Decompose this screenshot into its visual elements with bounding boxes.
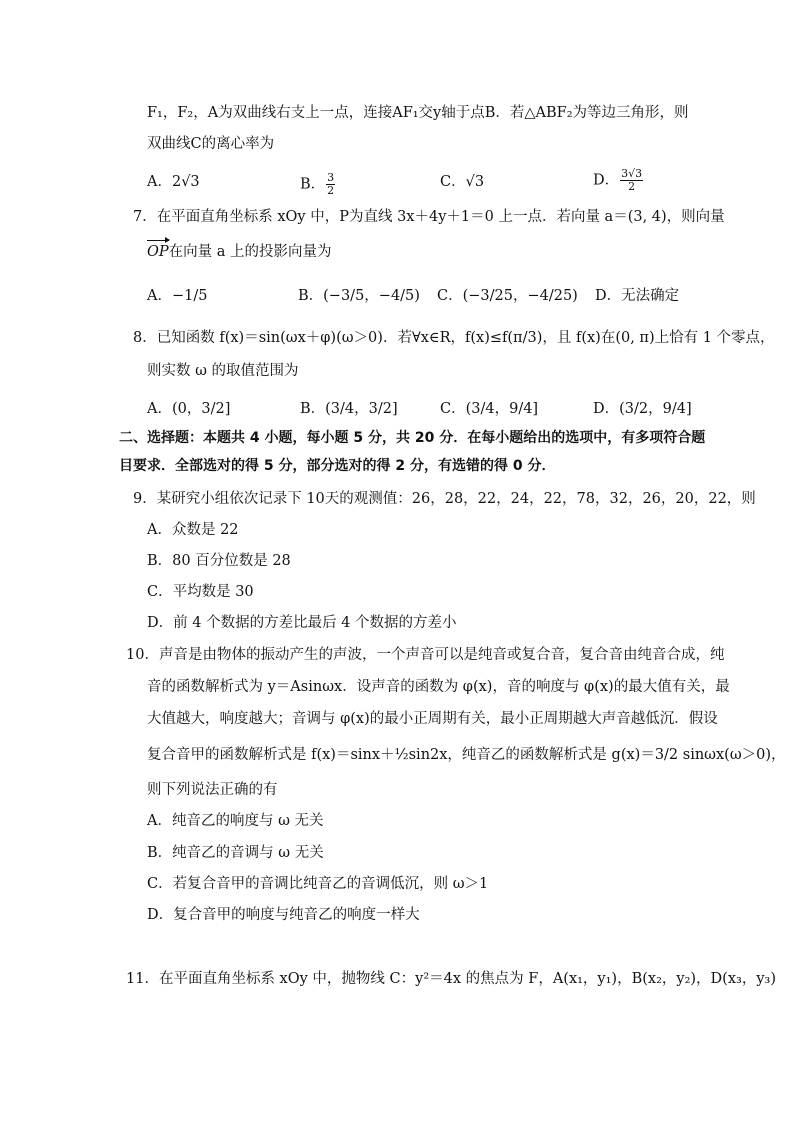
q10-option-c: C．若复合音甲的音调比纯音乙的音调低沉，则 ω＞1 xyxy=(147,876,489,892)
q6-line-2: 双曲线C的离心率为 xyxy=(147,136,275,152)
q7-option-d: D．无法确定 xyxy=(595,288,680,304)
q6-option-d-num: 3√3 xyxy=(621,167,643,180)
q6-option-b-num: 3 xyxy=(327,171,335,184)
q6-option-b-fraction xyxy=(326,172,335,197)
q7-option-a: A．−1/5 xyxy=(147,288,208,304)
q7-vector-op: OP xyxy=(147,244,169,260)
q10-line-1: 10．声音是由物体的振动产生的声波，一个声音可以是纯音或复合音，复合音由纯音合成，纯 xyxy=(126,647,725,663)
q7-line-2-rest: 在向量 a 上的投影向量为 xyxy=(168,244,332,260)
section-2-instructions-line-2: 目要求．全部选对的得 5 分，部分选对的得 2 分，有选错的得 0 分． xyxy=(119,458,556,474)
q7-option-b: B．(−3/5，−4/5) xyxy=(298,288,420,304)
q6-option-b xyxy=(300,172,336,197)
q9-option-a: A．众数是 22 xyxy=(147,522,239,538)
q6-line-1: F₁，F₂，A为双曲线右支上一点，连接AF₁交y轴于点B．若△ABF₂为等边三角形，则 xyxy=(147,105,689,121)
q7-option-c: C．(−3/25，−4/25) xyxy=(437,288,578,304)
q9-option-b: B．80 百分位数是 28 xyxy=(147,553,291,569)
q9-option-c: C．平均数是 30 xyxy=(147,584,254,600)
q10-line-2: 音的函数解析式为 y＝Asinωx．设声音的函数为 φ(x)，音的响度与 φ(x)的最大值有关，最 xyxy=(147,679,730,695)
q10-line-5: 则下列说法正确的有 xyxy=(147,782,278,798)
q10-option-d: D．复合音甲的响度与纯音乙的响度一样大 xyxy=(147,907,420,923)
q8-line-2: 则实数 ω 的取值范围为 xyxy=(147,363,299,379)
q7-line-1: 7．在平面直角坐标系 xOy 中，P为直线 3x＋4y＋1＝0 上一点．若向量 a＝(3, 4)，则向量 xyxy=(133,209,725,225)
q6-option-b-label: B． xyxy=(300,176,326,193)
q9-option-d: D．前 4 个数据的方差比最后 4 个数据的方差小 xyxy=(147,615,457,631)
q8-option-a: A．(0，3/2] xyxy=(147,401,231,417)
q8-option-d: D．(3/2，9/4] xyxy=(593,401,692,417)
q8-line-1: 8．已知函数 f(x)＝sin(ωx＋φ)(ω＞0)．若∀x∈R，f(x)≤f(π/3)，且 f(x)在(0, π)上恰有 1 个零点， xyxy=(133,330,775,346)
q9-stem: 9．某研究小组依次记录下 10天的观测值：26，28，22，24，22，78，32，26，20，22，则 xyxy=(133,491,756,507)
q6-option-c: C．√3 xyxy=(440,174,485,190)
q10-line-4: 复合音甲的函数解析式是 f(x)＝sinx＋½sin2x，纯音乙的函数解析式是 g(x)＝3/2 sinωx(ω＞0)， xyxy=(147,747,786,763)
section-2-instructions-line-1: 二、选择题：本题共 4 小题，每小题 5 分，共 20 分．在每小题给出的选项中，有多项符合题 xyxy=(119,430,706,446)
q6-option-d-den: 2 xyxy=(628,180,636,193)
q6-option-d-label: D． xyxy=(593,172,620,189)
q7-line-2 xyxy=(147,242,332,262)
q6-option-b-den: 2 xyxy=(327,184,335,197)
q11-line-1: 11．在平面直角坐标系 xOy 中，抛物线 C：y²＝4x 的焦点为 F，A(x₁，y₁)，B(x₂，y₂)，D(x₃，y₃) xyxy=(126,971,776,987)
q8-option-c: C．(3/4，9/4] xyxy=(440,401,539,417)
q10-option-b: B．纯音乙的音调与 ω 无关 xyxy=(147,845,324,861)
q6-option-d xyxy=(593,168,644,193)
q10-line-3: 大值越大，响度越大；音调与 φ(x)的最小正周期有关，最小正周期越大声音越低沉．假设 xyxy=(147,711,718,727)
q6-option-d-fraction xyxy=(620,168,643,193)
q6-option-a: A．2√3 xyxy=(147,174,200,190)
q10-option-a: A．纯音乙的响度与 ω 无关 xyxy=(147,813,324,829)
q8-option-b: B．(3/4，3/2] xyxy=(300,401,398,417)
